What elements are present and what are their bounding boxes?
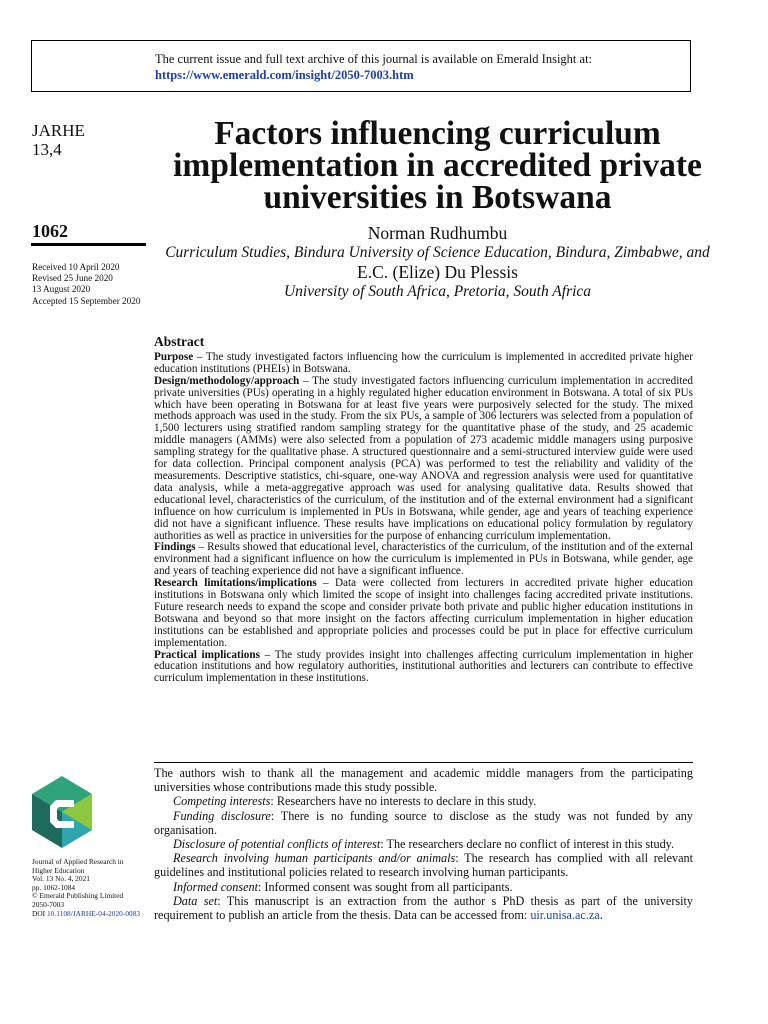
note-label: Competing interests (173, 794, 271, 809)
note-funding (154, 809, 693, 837)
note-data-set (154, 894, 693, 922)
note-label: Disclosure of potential conflicts of interest (173, 837, 381, 852)
date-accepted: Accepted 15 September 2020 (32, 295, 141, 306)
abstract-purpose (154, 352, 693, 376)
note-informed-consent (154, 880, 693, 894)
acknowledgement: The authors wish to thank all the management and academic middle managers from the participating universities whose contributions made this study possible. (154, 766, 693, 795)
author-affiliation: Curriculum Studies, Bindura University of Science Education, Bindura, Zimbabwe, and (165, 244, 710, 261)
section-text: – Results showed that educational level, characteristics of the curriculum, of the institution and of the external environment had a significant influence on how the curriculum is implemented in PUs in Botswana, while gender, age and years of teaching experience did not have a significant influence. (154, 541, 693, 578)
section-text: – The study provides insight into challenges affecting curriculum implementation in higher education institutions and how regulatory authorities, institutional authorities and lecturers can contribute to effective curriculum implementation in these institutions. (154, 648, 693, 685)
note-label: Research involving human participants and/or animals (173, 851, 456, 866)
note-text: : There is no funding source to disclose as the study was not funded by any organisation. (154, 808, 693, 837)
doi-prefix: DOI (32, 908, 47, 918)
section-text: – Data were collected from lecturers in accredited private higher education institutions in Botswana only which limited the scope of insight into challenges facing accredited private institutions. Future research needs to expand the scope and consider private both private and public higher education institutions in Botswana and beyond so that more insight on the factors affecting curriculum implementation in higher education institutions can be established and appropriate policies and processes could be put in place for effective curriculum implementation. (154, 577, 693, 649)
note-label: Informed consent (173, 879, 258, 894)
note-human-participants (154, 851, 693, 879)
abstract-section (154, 336, 693, 685)
abstract-practical (154, 650, 693, 686)
article-dates (32, 262, 140, 307)
note-text: : Informed consent was sought from all participants. (257, 879, 513, 894)
journal-info-line: © Emerald Publishing Limited (32, 891, 124, 901)
journal-availability-banner (31, 40, 691, 92)
section-text: – The study investigated factors influencing how the curriculum is implemented in accredited private higher education institutions (PHEIs) in Botswana. (154, 350, 693, 375)
note-text: : The research has complied with all relevant guidelines and institutional policies related to research involving human participants. (154, 851, 693, 880)
section-label: Design/methodology/approach (154, 374, 300, 387)
abstract-heading: Abstract (154, 334, 205, 349)
journal-volume: 13,4 (32, 140, 62, 159)
section-label: Findings (154, 541, 196, 554)
date-received: Received 10 April 2020 (32, 262, 120, 272)
note-label: Data set (173, 893, 218, 908)
author-notes (154, 766, 693, 922)
journal-info-line: Vol. 13 No. 4, 2021 (32, 874, 90, 884)
section-label: Research limitations/implications (154, 577, 317, 590)
note-conflicts (154, 837, 693, 851)
section-label: Purpose (154, 350, 194, 363)
author-name: Norman Rudhumbu (367, 223, 508, 243)
banner-text: The current issue and full text archive of this journal is available on Emerald Insight at: (155, 52, 593, 66)
abstract-findings (154, 542, 693, 578)
note-text: : This manuscript is an extraction from the author s PhD thesis as part of the university requirement to publish an article from the thesis. Data can be accessed from: (154, 893, 693, 923)
abstract-design (154, 376, 693, 543)
journal-info-line: Higher Education (32, 865, 85, 875)
author-block (150, 223, 725, 301)
note-text: : Researchers have no interests to declare in this study. (270, 794, 537, 809)
note-label: Funding disclosure (173, 808, 271, 823)
journal-abbreviation (32, 121, 85, 159)
note-end: . (599, 908, 603, 923)
date-revised: Revised 25 June 2020 (32, 273, 113, 284)
journal-abbr-text: JARHE (32, 121, 85, 140)
journal-info-line: pp. 1062-1084 (32, 882, 76, 892)
section-label: Practical implications (154, 648, 260, 661)
doi-link[interactable]: 10.1108/JARHE-04-2020-0083 (46, 908, 141, 918)
note-competing-interests (154, 794, 693, 808)
section-text: – The study investigated factors influencing curriculum implementation in accredited private universities (PUs) operating in a highly regulated higher education environment in Botswana. A total of six PUs which have been operating in Botswana for at least five years were purposively selected for the study. The mixed methods approach was used in the study. From the six PUs, a sample of 306 lecturers was selected from a population of 1,500 lecturers using stratified random sampling strategy for the quantitative phase of the study, and 25 academic middle managers (AMMs) were also selected from a population of 273 academic middle managers using purposive sampling strategy for the qualitative phase. A structured questionnaire and a semi-structured interview guide were used for data collection. Principal component analysis (PCA) was performed to test the reliability and validity of the measurements. Descriptive statistics, chi-square, one-way ANOVA and regression analysis were used for quantitative data analysis, while a meta-aggregative approach was used for analysing qualitative data. Results showed that educational level, characteristics of the curriculum, of the institution and of the external environment had a significant influence on how curriculum is implemented in PUs in Botswana, while gender, age and years of teaching experience did not have a significant influence. These results have implications on educational policy formulation by regulatory authorities as well as practice in universities for the purpose of enhancing curriculum implementation. (154, 374, 693, 542)
author-affiliation: University of South Africa, Pretoria, South Africa (283, 283, 592, 300)
doi-line (32, 910, 140, 919)
journal-url-link[interactable]: https://www.emerald.com/insight/2050-7003.htm (155, 68, 414, 82)
date-revised-2: 13 August 2020 (32, 284, 91, 295)
abstract-limitations (154, 578, 693, 649)
notes-divider (154, 762, 693, 763)
journal-info-line: 2050-7003 (32, 899, 65, 909)
page-number: 1062 (32, 221, 68, 241)
side-rule (31, 243, 146, 246)
data-repository-link[interactable]: uir.unisa.ac.za (530, 908, 600, 923)
note-text: : The researchers declare no conflict of interest in this study. (380, 837, 675, 852)
journal-info (32, 858, 140, 918)
emerald-logo-icon (32, 776, 92, 848)
article-title: Factors influencing curriculum implementation in accredited private universities in Botswana (173, 115, 702, 216)
journal-info-line: Journal of Applied Research in (32, 857, 124, 866)
author-name: E.C. (Elize) Du Plessis (357, 262, 518, 282)
